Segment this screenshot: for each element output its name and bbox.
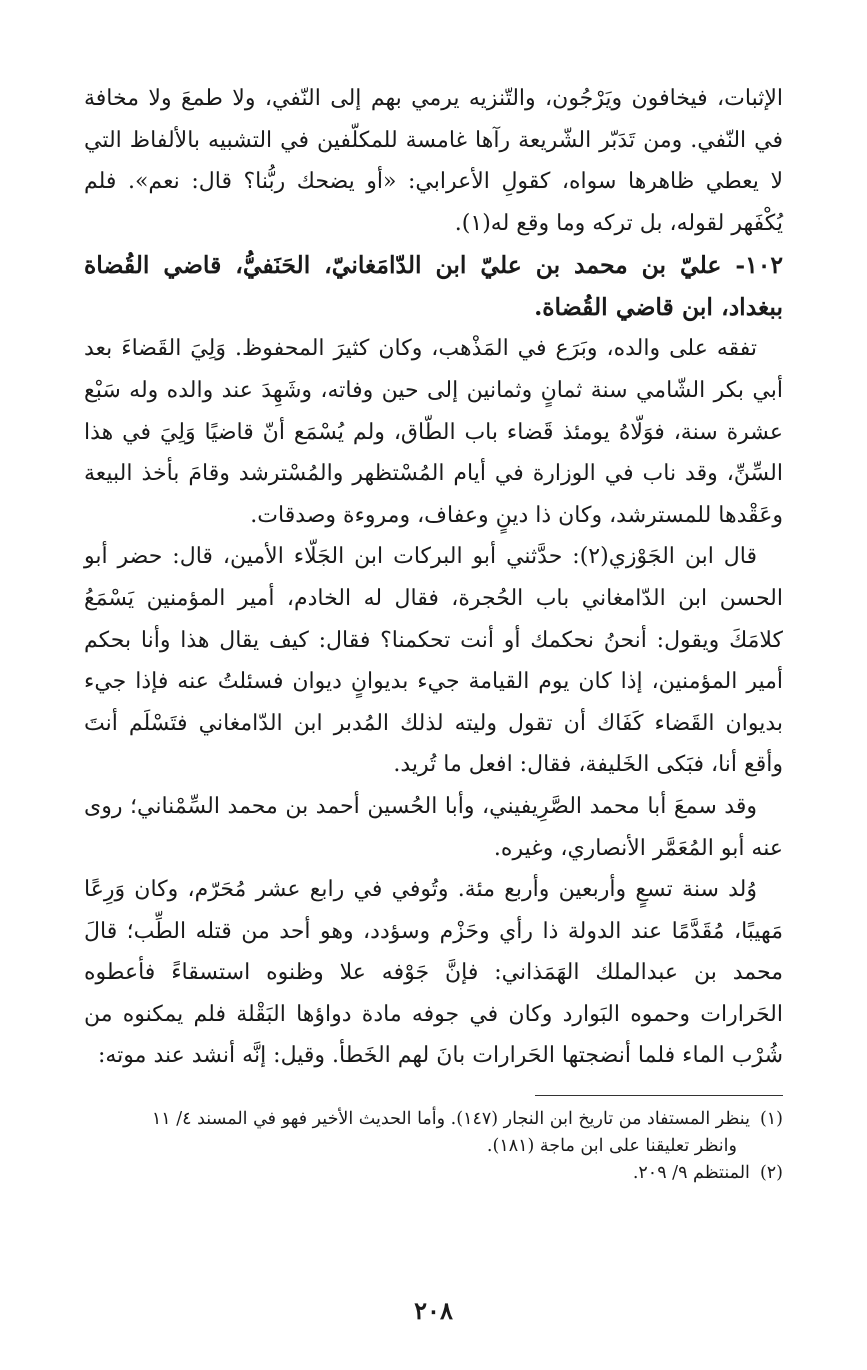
main-text [84,78,783,1077]
footnote-text: ينظر المستفاد من تاريخ ابن النجار (١٤٧). وأما الحديث الأخير فهو في المسند ٤/ ١١ [151,1109,750,1130]
footnote-number: (٢) [759,1163,783,1184]
footnotes [84,1106,783,1187]
footnote-item [84,1106,783,1133]
paragraph: قال ابن الجَوْزي(٢): حدَّثني أبو البركات ابن الجَلّاء الأمين، قال: حضر أبو الحسن ابن الدّامغاني باب الحُجرة، فقال له الخادم، أمير المؤمنين يَسْمَعُ كلامَكَ ويقول: أنحنُ نحكمك أو أنت تحكمنا؟ فقال: كيف يقال هذا وأنا بحكم أمير المؤمنين، إذا كان يوم القيامة جيء بديوانٍ ديوان فسئلتُ عنه فإذا جيء بديوان القَضاء كَفَاك أن تقول وليته لذلك المُدبر ابن الدّامغاني فتَسْلَم أنتَ وأقع أنا، فبَكى الخَليفة، فقال: افعل ما تُريد. [84,544,783,778]
footnote-text: المنتظم ٩/ ٢٠٩. [632,1163,750,1184]
footnote-number: (١) [759,1109,783,1130]
footnote-divider [535,1095,783,1096]
paragraph-continuation: الإثبات، فيخافون ويَرْجُون، والتّنزيه يرمي بهم إلى النّفي، ولا طمعَ ولا مخافة في النّفي. ومن تَدَبّر الشّريعة رآها غامسة للمكلّفين في التشبيه بالألفاظ التي لا يعطي ظاهرها سواه، كقولِ الأعرابي: «أو يضحك ربُّنا؟ قال: نعم». فلم يُكْفَهر لقوله، بل تركه وما وقع له(١). [84,86,783,236]
footnote-continuation: وانظر تعليقنا على ابن ماجة (١٨١). [486,1136,737,1157]
page-number: ٢٠٨ [414,1296,453,1325]
footnote-item [84,1160,783,1187]
entry-heading: ١٠٢- عليّ بن محمد بن عليّ ابن الدّامَغانيّ، الحَنَفيُّ، قاضي القُضاة ببغداد، ابن قاضي القُضاة. [84,251,783,322]
paragraph: وُلد سنة تسعٍ وأربعين وأربع مئة. وتُوفي في رابع عشر مُحَرّم، وكان وَرِعًا مَهيبًا، مُقَدَّمًا عند الدولة ذا رأي وحَزْم وسؤدد، وهو أحد من قتله الطِّب؛ قالَ محمد بن عبدالملك الهَمَذاني: فإنَّ جَوْفه علا وظنوه استسقاءً فأعطوه الحَرارات وحموه البَوارد وكان في جوفه مادة دواؤها البَقْلة فلم يمكنوه من شُرْب الماء فلما أنضجتها الحَرارات بانَ لهم الخَطأ. وقيل: إنَّه أنشد عند موته: [84,877,783,1069]
paragraph: وقد سمعَ أبا محمد الصَّرِيفيني، وأبا الحُسين أحمد بن محمد السِّمْناني؛ روى عنه أبو المُعَمَّر الأنصاري، وغيره. [84,793,783,861]
paragraph: تفقه على والده، وبَرَع في المَذْهب، وكان كثيرَ المحفوظ. وَلِيَ القَضاءَ بعد أبي بكر الشّامي سنة ثمانٍ وثمانين إلى حين وفاته، وشَهِدَ عند والده وله سَبْع عشرة سنة، فوَلّاهُ يومئذ قَضاء باب الطّاق، ولم يُسْمَع أنّ قاضيًا وَلِيَ في هذا السِّنِّ، وقد ناب في الوزارة في أيام المُسْتظهر والمُسْترشد وقامَ بأخذ البيعة وعَقْدها للمسترشد، وكان ذا دينٍ وعفاف، ومروءة وصدقات. [84,336,783,528]
